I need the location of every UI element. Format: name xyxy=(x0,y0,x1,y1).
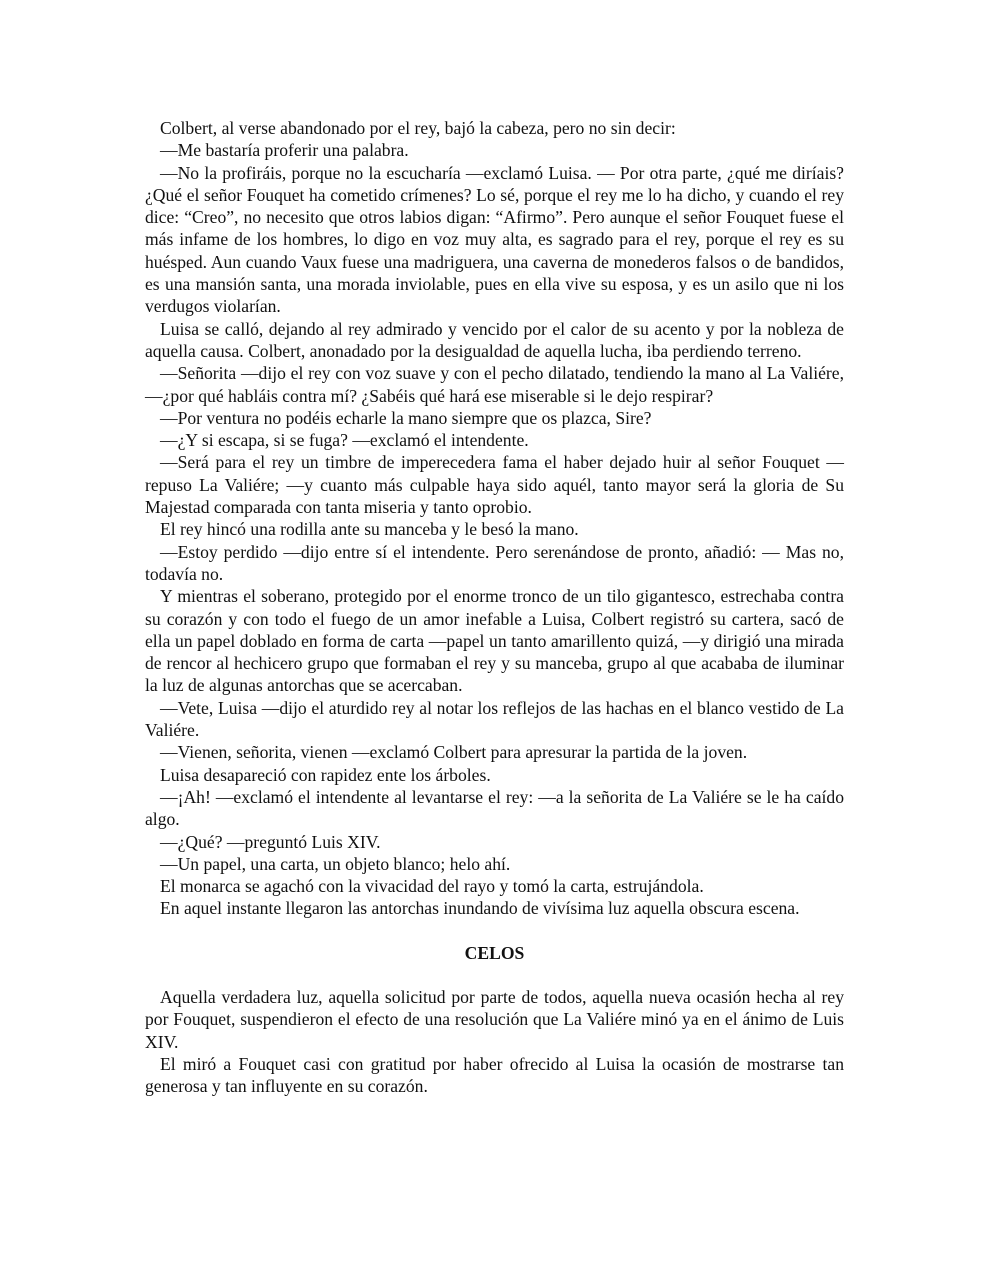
paragraph: El monarca se agachó con la vivacidad del rayo y tomó la carta, estrujándola. xyxy=(160,876,704,897)
paragraph: —Estoy perdido —dijo entre sí el intendente. Pero serenándose de pronto, añadió: — Mas no, todavía no. xyxy=(145,541,844,584)
paragraph: —No la profiráis, porque no la escucharía —exclamó Luisa. — Por otra parte, ¿qué me diríais? ¿Qué el señor Fouquet ha cometido crímenes? Lo sé, porque el rey me lo ha dicho, y cuando el rey dice: “Creo”, no necesito que otros labios digan: “Afirmo”. Pero aunque el señor Fouquet fuese el más infame de los hombres, lo digo en voz muy alta, es sagrado para el rey, porque el rey es su huésped. Aun cuando Vaux fuese una madriguera, una caverna de monederos falsos o de bandidos, es una mansión santa, una morada inviolable, pues en ella vive su esposa, y es un asilo que ni los verdugos violarían. xyxy=(145,162,844,317)
paragraph: —Me bastaría proferir una palabra. xyxy=(160,140,409,161)
paragraph: El rey hincó una rodilla ante su manceba y le besó la mano. xyxy=(160,519,579,540)
paragraph: —¿Y si escapa, si se fuga? —exclamó el intendente. xyxy=(160,430,529,451)
paragraph: Luisa desapareció con rapidez ente los árboles. xyxy=(160,764,491,785)
paragraph: —Señorita —dijo el rey con voz suave y con el pecho dilatado, tendiendo la mano al La Valiére, —¿por qué habláis contra mí? ¿Sabéis qué hará ese miserable si le dejo respirar? xyxy=(145,363,844,406)
paragraph: —¡Ah! —exclamó el intendente al levantarse el rey: —a la señorita de La Valiére se le ha caído algo. xyxy=(145,786,844,830)
paragraph: —Por ventura no podéis echarle la mano siempre que os plazca, Sire? xyxy=(160,407,652,428)
text-section-2 xyxy=(145,986,844,1097)
paragraph: —Un papel, una carta, un objeto blanco; helo ahí. xyxy=(160,853,511,874)
paragraph: En aquel instante llegaron las antorchas inundando de vivísima luz aquella obscura escena. xyxy=(160,898,800,919)
paragraph: —Será para el rey un timbre de imperecedera fama el haber dejado huir al señor Fouquet —repuso La Valiére; —y cuanto más culpable haya sido aquél, tanto mayor será la gloria de Su Majestad comparada con tanta miseria y tanto oprobio. xyxy=(145,452,844,518)
paragraph: —¿Qué? —preguntó Luis XIV. xyxy=(160,831,381,852)
text-section-1 xyxy=(145,117,844,920)
paragraph: Colbert, al verse abandonado por el rey, bajó la cabeza, pero no sin decir: xyxy=(160,118,676,138)
document-page xyxy=(145,117,844,1097)
paragraph: Y mientras el soberano, protegido por el enorme tronco de un tilo gigantesco, estrechaba contra su corazón y con todo el fuego de un amor inefable a Luisa, Colbert registró su cartera, sacó de ella un papel doblado en forma de carta —papel un tanto amarillento quizá, —y dirigió una mirada de rencor al hechicero grupo que formaban el rey y su manceba, grupo al que acababa de iluminar la luz de algunas antorchas que se acercaban. xyxy=(145,586,844,696)
paragraph: El miró a Fouquet casi con gratitud por haber ofrecido al Luisa la ocasión de mostrarse tan generosa y tan influyente en su corazón. xyxy=(145,1053,844,1097)
paragraph: —Vete, Luisa —dijo el aturdido rey al notar los reflejos de las hachas en el blanco vestido de La Valiére. xyxy=(145,697,844,741)
paragraph: Luisa se calló, dejando al rey admirado y vencido por el calor de su acento y por la nobleza de aquella causa. Colbert, anonadado por la desigualdad de aquella lucha, iba perdiendo terreno. xyxy=(145,318,844,361)
chapter-heading: CELOS xyxy=(464,942,525,963)
paragraph: Aquella verdadera luz, aquella solicitud por parte de todos, aquella nueva ocasión hecha al rey por Fouquet, suspendieron el efecto de una resolución que La Valiére minó ya en el ánimo de Luis XIV. xyxy=(145,986,844,1052)
paragraph: —Vienen, señorita, vienen —exclamó Colbert para apresurar la partida de la joven. xyxy=(160,742,748,763)
